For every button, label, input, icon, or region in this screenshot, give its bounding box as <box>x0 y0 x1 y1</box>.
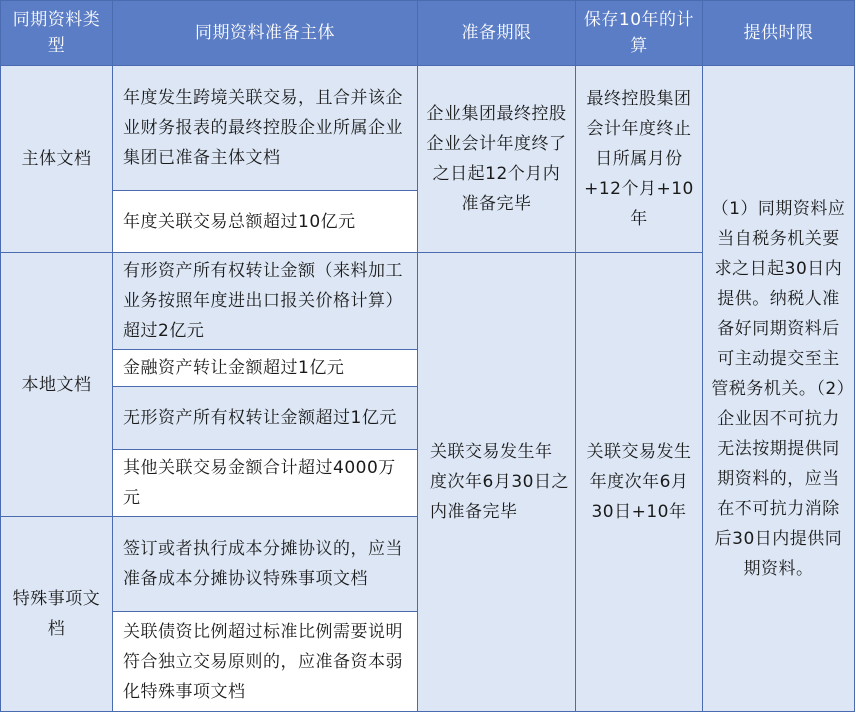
subject-master-2: 年度关联交易总额超过10亿元 <box>113 191 418 253</box>
header-type: 同期资料类型 <box>1 1 113 66</box>
header-row <box>1 1 855 66</box>
retention-local-special: 关联交易发生年度次年6月30日+10年 <box>576 253 703 712</box>
subject-local-2: 金融资产转让金额超过1亿元 <box>113 350 418 387</box>
header-subject: 同期资料准备主体 <box>113 1 418 66</box>
header-provide: 提供时限 <box>703 1 855 66</box>
deadline-local-special: 关联交易发生年度次年6月30日之内准备完毕 <box>418 253 576 712</box>
subject-master-1: 年度发生跨境关联交易，且合并该企业财务报表的最终控股企业所属企业集团已准备主体文档 <box>113 66 418 191</box>
subject-special-1: 签订或者执行成本分摊协议的，应当准备成本分摊协议特殊事项文档 <box>113 517 418 612</box>
header-deadline: 准备期限 <box>418 1 576 66</box>
type-local-file: 本地文档 <box>1 253 113 517</box>
type-special-file: 特殊事项文档 <box>1 517 113 712</box>
header-retention: 保存10年的计算 <box>576 1 703 66</box>
master-row-1 <box>1 66 855 191</box>
provide-deadline: （1）同期资料应当自税务机关要求之日起30日内提供。纳税人准备好同期资料后可主动提交至主管税务机关。（2）企业因不可抗力无法按期提供同期资料的，应当在不可抗力消除后30日内提供同期资料。 <box>703 66 855 712</box>
subject-local-3: 无形资产所有权转让金额超过1亿元 <box>113 387 418 450</box>
subject-special-2: 关联债资比例超过标准比例需要说明符合独立交易原则的，应准备资本弱化特殊事项文档 <box>113 612 418 712</box>
subject-local-1: 有形资产所有权转让金额（来料加工业务按照年度进出口报关价格计算）超过2亿元 <box>113 253 418 350</box>
subject-local-4: 其他关联交易金额合计超过4000万元 <box>113 450 418 517</box>
deadline-master: 企业集团最终控股企业会计年度终了之日起12个月内准备完毕 <box>418 66 576 253</box>
type-master-file: 主体文档 <box>1 66 113 253</box>
retention-master: 最终控股集团会计年度终止日所属月份+12个月+10年 <box>576 66 703 253</box>
